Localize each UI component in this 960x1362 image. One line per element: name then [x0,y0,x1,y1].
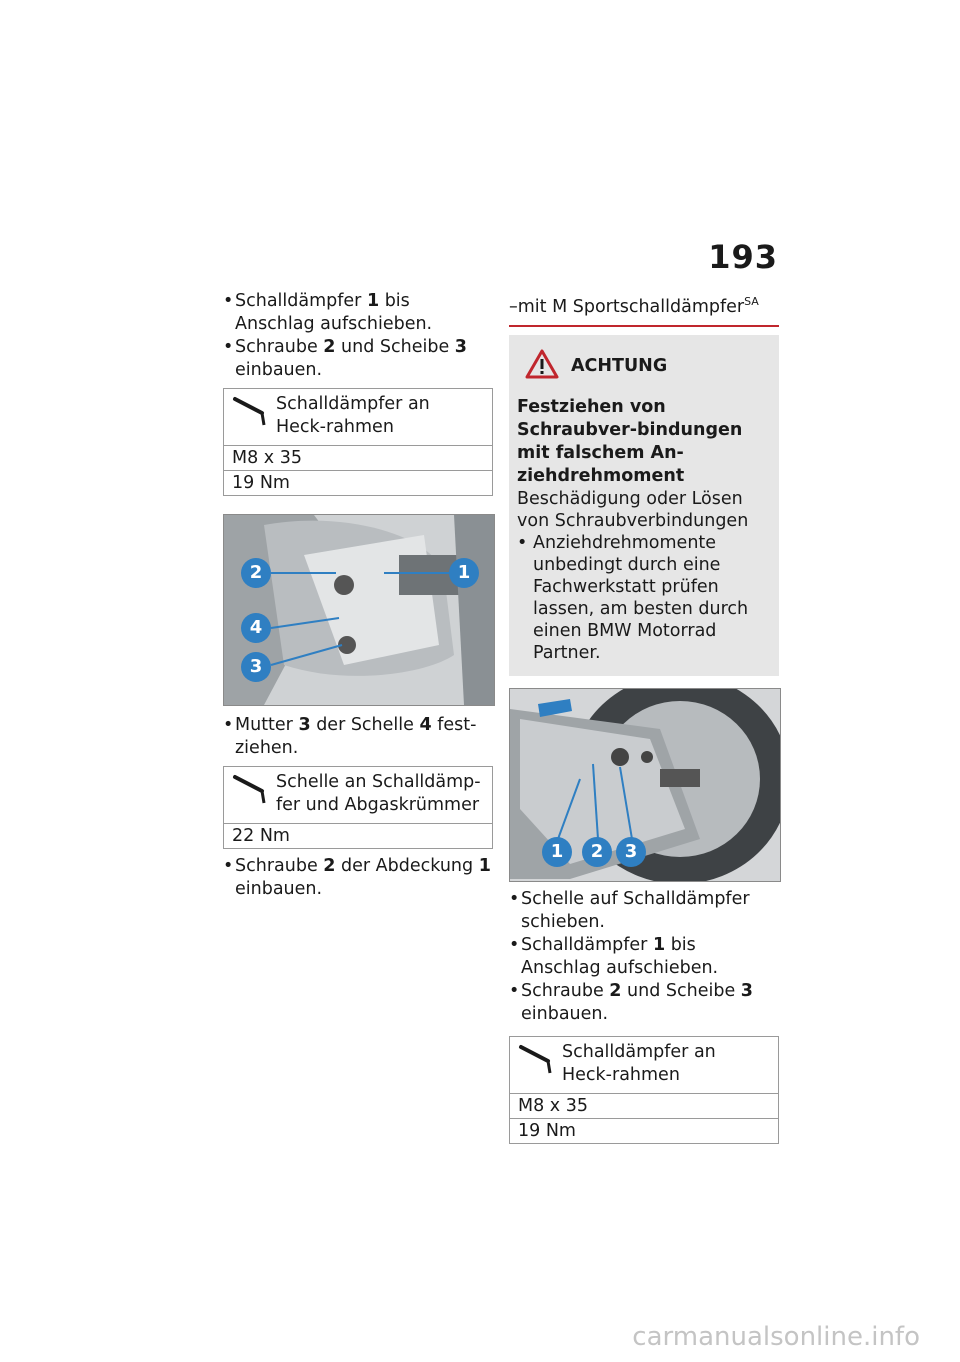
step-right-1: • Schelle auf Schalldämpfer schieben. [509,888,779,934]
torque-wrench-icon [518,1041,562,1087]
torque-value: 19 Nm [232,473,290,493]
torque-value: 19 Nm [518,1120,576,1141]
right-column [509,290,779,1150]
torque-wrench-icon [232,771,276,817]
step-right-3: • Schraube 2 und Scheibe 3 einbauen. [509,980,779,1026]
torque-title: Schalldämpfer an Heck-rahmen [276,394,430,437]
exhaust-figure-1 [223,514,495,706]
callout-2: 2 [241,558,271,588]
torque-table-2 [223,766,493,849]
torque-table-3 [509,1036,779,1144]
step-left-2: • Schraube 2 und Scheibe 3 einbauen. [223,336,493,382]
callout-1: 1 [542,837,572,867]
torque-title: Schelle an Schalldämp-fer und Abgaskrümmer [276,772,481,815]
page-number: 193 [708,238,778,276]
warning-title: Festziehen von Schraubver-bindungen mit falschem An-ziehdrehmoment [517,396,743,486]
torque-table-1 [223,388,493,496]
warning-text: Beschädigung oder Lösen von Schraubverbindungen [517,488,749,531]
step-right-2: • Schalldämpfer 1 bis Anschlag aufschieben. [509,934,779,980]
callout-2: 2 [582,837,612,867]
step-left-4: • Schraube 2 der Abdeckung 1 einbauen. [223,855,493,901]
step-left-3: • Mutter 3 der Schelle 4 fest-ziehen. [223,714,493,760]
torque-spec: M8 x 35 [224,446,492,471]
callout-3: 3 [616,837,646,867]
warning-box [509,335,779,676]
exhaust-figure-2 [509,688,781,882]
step-left-1: • Schalldämpfer 1 bis Anschlag aufschieben. [223,290,493,336]
left-column [223,290,493,901]
torque-title: Schalldämpfer an Heck-rahmen [562,1041,716,1085]
callout-4: 4 [241,613,271,643]
torque-wrench-icon [232,393,276,439]
warning-label: ACHTUNG [571,356,668,377]
watermark: carmanualsonline.info [632,1322,920,1352]
torque-value: 22 Nm [232,826,290,846]
warning-triangle-icon [525,349,559,384]
callout-3: 3 [241,652,271,682]
callout-1: 1 [449,558,479,588]
variant-heading: –mit M Sportschalldämpfer$^{SA}$ [509,290,779,327]
torque-spec: M8 x 35 [510,1094,778,1119]
warning-bullet: • Anziehdrehmomente unbedingt durch eine Fachwerkstatt prüfen lassen, am besten durch einen BMW Motorrad Partner. [517,532,771,664]
